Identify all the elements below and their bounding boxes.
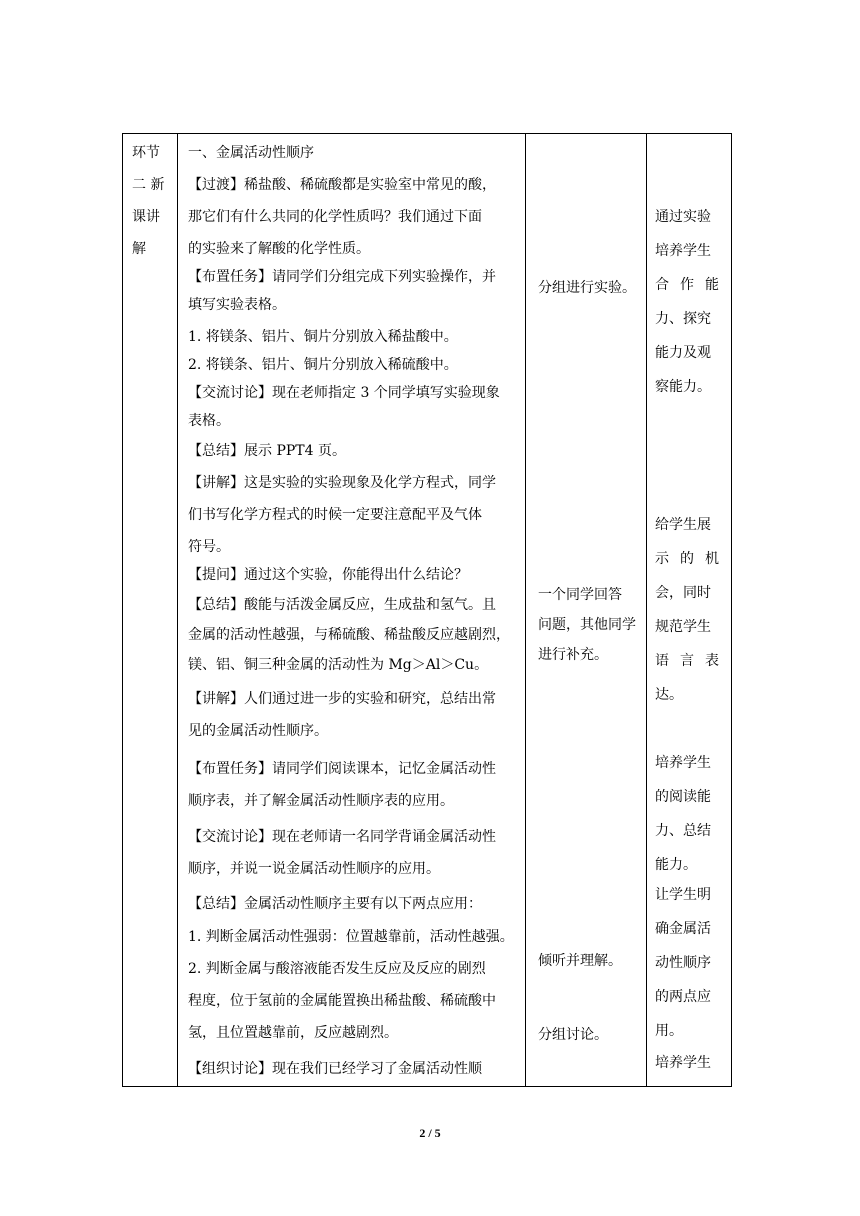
student-line: 倾听并理解。 — [538, 953, 622, 969]
content-line: 【布置任务】请同学们分组完成下列实验操作，并 — [188, 269, 496, 285]
content-line: 镁、铝、铜三种金属的活动性为 Mg＞Al＞Cu。 — [188, 657, 489, 673]
student-line: 一个同学回答 — [538, 587, 622, 603]
intent-line: 的阅读能 — [655, 789, 711, 805]
content-line: 2. 将镁条、铝片、铜片分别放入稀硫酸中。 — [188, 357, 458, 373]
content-line: 1. 判断金属活动性强弱：位置越靠前，活动性越强。 — [188, 929, 514, 945]
content-line: 【讲解】人们通过进一步的实验和研究，总结出常 — [188, 691, 496, 707]
content-line: 程度，位于氢前的金属能置换出稀盐酸、稀硫酸中 — [188, 993, 496, 1009]
intent-line: 示的机 — [655, 551, 730, 567]
intent-line: 让学生明 — [655, 887, 711, 903]
intent-line: 培养学生 — [655, 1055, 711, 1071]
content-line: 金属的活动性越强，与稀硫酸、稀盐酸反应越剧烈， — [188, 627, 510, 643]
content-line: 符号。 — [188, 539, 230, 555]
student-line: 进行补充。 — [538, 647, 608, 663]
stage-cell — [123, 134, 178, 1087]
stage-line: 解 — [132, 241, 146, 257]
teacher-activity-cell — [178, 134, 526, 1087]
student-line: 问题，其他同学 — [538, 617, 636, 633]
intent-line: 语言表 — [655, 653, 730, 669]
content-line: 顺序表，并了解金属活动性顺序表的应用。 — [188, 793, 454, 809]
content-line: 【总结】金属活动性顺序主要有以下两点应用： — [188, 896, 482, 912]
page-number: 2 / 5 — [419, 1126, 441, 1140]
student-line: 分组进行实验。 — [538, 280, 636, 296]
lesson-plan-table — [122, 133, 732, 1087]
content-line: 2. 判断金属与酸溶液能否发生反应及反应的剧烈 — [188, 961, 486, 977]
intent-line: 规范学生 — [655, 619, 711, 635]
intent-line: 动性顺序 — [655, 955, 711, 971]
intent-line: 用。 — [655, 1023, 683, 1039]
content-line: 【讲解】这是实验的实验现象及化学方程式，同学 — [188, 475, 496, 491]
content-line: 顺序，并说一说金属活动性顺序的应用。 — [188, 861, 440, 877]
intent-line: 的两点应 — [655, 989, 711, 1005]
content-line: 氢，且位置越靠前，反应越剧烈。 — [188, 1025, 398, 1041]
student-line: 分组讨论。 — [538, 1027, 608, 1043]
intent-line: 给学生展 — [655, 517, 711, 533]
content-line: 的实验来了解酸的化学性质。 — [188, 241, 370, 257]
content-line: 【过渡】稀盐酸、稀硫酸都是实验室中常见的酸， — [188, 177, 496, 193]
intent-line: 合作能 — [655, 277, 730, 293]
content-line: 见的金属活动性顺序。 — [188, 723, 328, 739]
content-line: 那它们有什么共同的化学性质吗？我们通过下面 — [188, 209, 482, 225]
intent-line: 察能力。 — [655, 379, 711, 395]
intent-line: 达。 — [655, 687, 683, 703]
stage-line: 二 新 — [132, 177, 165, 193]
content-line: 【总结】酸能与活泼金属反应，生成盐和氢气。且 — [188, 597, 496, 613]
intent-line: 能力。 — [655, 857, 697, 873]
intent-line: 培养学生 — [655, 243, 711, 259]
intent-line: 会，同时 — [655, 585, 711, 601]
content-line: 一、金属活动性顺序 — [188, 145, 314, 161]
stage-line: 课讲 — [132, 209, 160, 225]
student-activity-cell — [526, 134, 647, 1087]
content-line: 【交流讨论】现在老师请一名同学背诵金属活动性 — [188, 829, 496, 845]
content-line: 们书写化学方程式的时候一定要注意配平及气体 — [188, 507, 482, 523]
intent-line: 力、总结 — [655, 823, 711, 839]
intent-line: 通过实验 — [655, 209, 711, 225]
content-line: 1. 将镁条、铝片、铜片分别放入稀盐酸中。 — [188, 329, 458, 345]
content-line: 填写实验表格。 — [188, 297, 286, 313]
content-line: 【布置任务】请同学们阅读课本，记忆金属活动性 — [188, 761, 496, 777]
content-line: 【组织讨论】现在我们已经学习了金属活动性顺 — [188, 1061, 482, 1077]
stage-line: 环节 — [132, 145, 160, 161]
content-line: 【提问】通过这个实验，你能得出什么结论？ — [188, 567, 468, 583]
intent-line: 确金属活 — [655, 921, 711, 937]
intent-line: 力、探究 — [655, 311, 711, 327]
design-intent-cell — [647, 134, 732, 1087]
content-line: 【交流讨论】现在老师指定 3 个同学填写实验现象 — [188, 385, 500, 401]
intent-line: 能力及观 — [655, 345, 711, 361]
content-line: 表格。 — [188, 413, 230, 429]
intent-line: 培养学生 — [655, 755, 711, 771]
content-line: 【总结】展示 PPT4 页。 — [188, 443, 346, 459]
